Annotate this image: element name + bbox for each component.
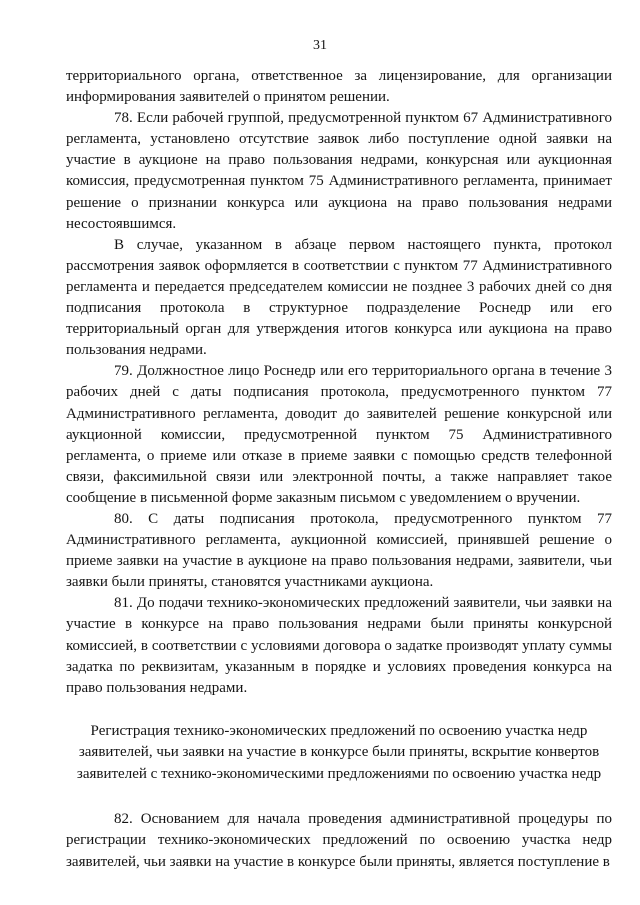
document-body (66, 66, 612, 873)
paragraph: территориального органа, ответственное за лицензирование, для организации информирования заявителей о принятом решении. (66, 68, 612, 106)
paragraph-81: 81. До подачи технико-экономических предложений заявители, чьи заявки на участие в конкурсе на право пользования недрами были приняты конкурсной комиссией, в соответствии с условиями договора о задатке производят уплату суммы задатка по реквизитам, указанным в порядке и условиях проведения конкурса на право пользования недрами. (66, 595, 612, 696)
page-number: 31 (313, 38, 327, 53)
section-heading: Регистрация технико-экономических предложений по освоению участка недр заявителей, чьи заявки на участие в конкурсе были приняты, вскрытие конвертов заявителей с технико-экономическими предложениями по освоению участка недр (76, 722, 602, 782)
paragraph-82: 82. Основанием для начала проведения административной процедуры по регистрации технико-экономических предложений по освоению участка недр заявителей, чьи заявки на участие в конкурсе были приняты, является поступление в (66, 811, 612, 870)
paragraph-78-part-2: В случае, указанном в абзаце первом настоящего пункта, протокол рассмотрения заявок оформляется в соответствии с пунктом 77 Административного регламента и передается председателем комиссии не позднее 3 рабочих дней со дня подписания протокола в структурное подразделение Роснедр или его территориальный орган для утверждения итогов конкурса или аукциона на право пользования недрами. (66, 236, 612, 359)
paragraph-78: 78. Если рабочей группой, предусмотренной пунктом 67 Административного регламента, установлено отсутствие заявок либо поступление одной заявки на участие в аукционе на право пользования недрами, конкурсная или аукционная комиссия, предусмотренная пунктом 75 Административного регламента, принимает решение о признании конкурса или аукциона на право пользования недрами несостоявшимся. (66, 110, 612, 232)
paragraph-79: 79. Должностное лицо Роснедр или его территориального органа в течение 3 рабочих дней с даты подписания протокола, предусмотренного пунктом 77 Административного регламента, доводит до заявителей решение конкурсной или аукционной комиссии, предусмотренной пунктом 75 Административного регламента, о приеме или отказе в приеме заявки с помощью средств телефонной связи, факсимильной связи или электронной почты, а также направляет такое сообщение в письменной форме заказным письмом с уведомлением о вручении. (66, 363, 612, 506)
paragraph-80: 80. С даты подписания протокола, предусмотренного пунктом 77 Административного регламента, аукционной комиссией, принявшей решение о приеме заявки на участие в аукционе на право пользования недрами, заявители, чьи заявки были приняты, становятся участниками аукциона. (66, 510, 612, 591)
